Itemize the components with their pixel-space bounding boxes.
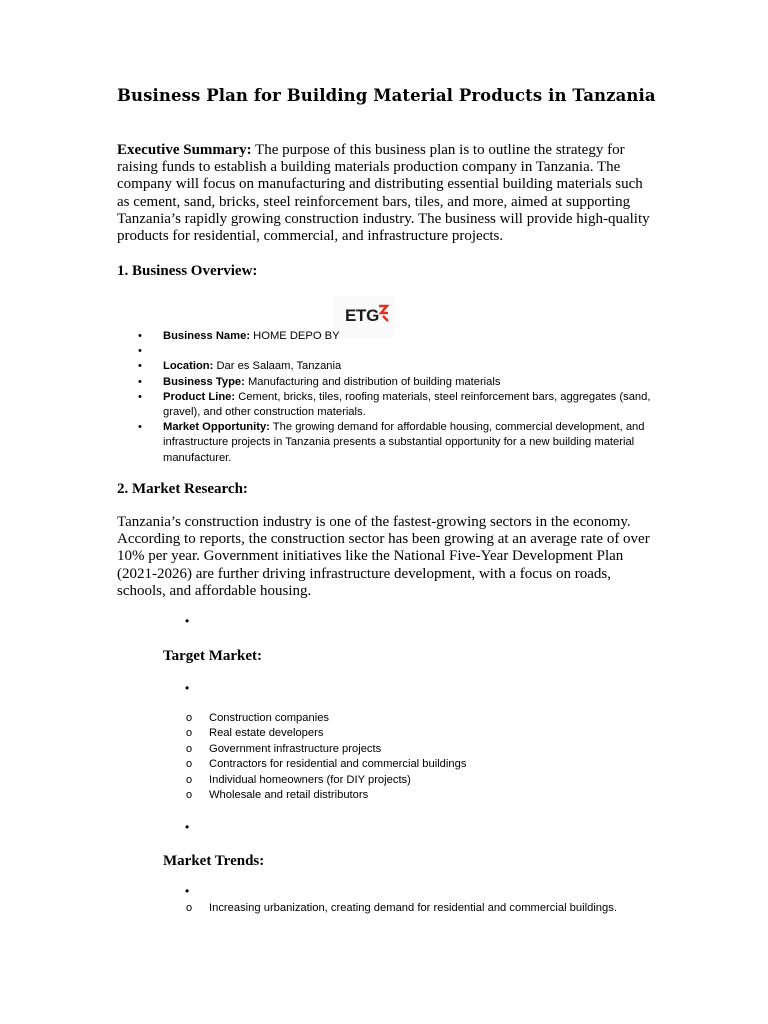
executive-summary-label: Executive Summary:	[117, 142, 252, 158]
bullet: •	[138, 421, 142, 434]
bullet: •	[138, 375, 142, 388]
item-text: Individual homeowners (for DIY projects)	[209, 773, 411, 786]
item-value: Manufacturing and distribution of building materials	[244, 375, 501, 388]
list-item	[117, 726, 677, 741]
sub-bullet: o	[186, 773, 193, 786]
page-title: Business Plan for Building Material Products in Tanzania	[117, 86, 656, 105]
item-text: Government infrastructure projects	[209, 742, 382, 755]
executive-summary-text: The purpose of this business plan is to outline the strategy for raising funds to establish a building materials production company in Tanzania. The company will focus on manufacturing and distributing essential building materials such as cement, sand, bricks, steel reinforcement bars, tiles, and more, aimed at supporting Tanzania’s rapidly growing construction industry. The business will provide high-quality products for residential, commercial, and infrastructure projects.	[117, 142, 650, 245]
list-item	[117, 773, 677, 788]
list-item	[117, 329, 657, 344]
item-label: Location:	[163, 360, 214, 373]
list-item	[117, 390, 657, 420]
item-label: Business Name:	[163, 330, 251, 342]
list-item	[117, 420, 657, 466]
business-overview-list	[117, 329, 657, 466]
executive-summary	[117, 142, 657, 245]
item-text: Construction companies	[209, 712, 330, 724]
bullet: •	[185, 681, 190, 695]
section-heading-business-overview: 1. Business Overview:	[117, 263, 258, 279]
sub-bullet: o	[186, 902, 193, 914]
sub-bullet: o	[186, 712, 193, 724]
list-item	[117, 788, 677, 803]
target-market-heading: Target Market:	[163, 648, 262, 664]
market-trends-list	[117, 901, 717, 916]
item-value: The growing demand for affordable housing, commercial development, and infrastructure projects in Tanzania presents a substantial opportunity for a new building material manufacturer.	[163, 421, 645, 464]
bullet: •	[185, 884, 190, 898]
target-market-list	[117, 711, 677, 803]
item-text: Real estate developers	[209, 727, 324, 740]
market-research-paragraph: Tanzania’s construction industry is one of the fastest-growing sectors in the economy. According to reports, the construction sector has been growing at an average rate of over 10% per year. Government initiatives like the National Five-Year Development Plan (2021-2026) are further driving infrastructure development, with a focus on roads, schools, and affordable housing.	[117, 514, 650, 599]
sub-bullet: o	[186, 789, 193, 802]
bullet: •	[138, 330, 142, 342]
item-label: Business Type:	[163, 375, 245, 388]
sub-bullet: o	[186, 758, 193, 771]
item-text: Wholesale and retail distributors	[209, 789, 369, 802]
list-item	[117, 742, 677, 757]
list-item	[117, 757, 677, 772]
list-item	[117, 344, 657, 359]
list-item	[117, 375, 657, 390]
logo-text: ETG	[345, 306, 380, 325]
document-body	[117, 86, 657, 105]
logo-arrow-icon	[377, 302, 391, 324]
item-label: Market Opportunity:	[163, 421, 270, 434]
item-value: HOME DEPO BY	[250, 330, 340, 342]
sub-bullet: o	[186, 727, 193, 740]
item-text: Increasing urbanization, creating demand for residential and commercial buildings.	[209, 902, 617, 914]
item-text: Contractors for residential and commercial buildings	[209, 758, 467, 771]
bullet: •	[138, 390, 142, 403]
list-item	[117, 359, 657, 374]
sub-bullet: o	[186, 742, 193, 755]
bullet: •	[185, 820, 190, 834]
list-item	[117, 711, 677, 726]
list-item	[117, 901, 717, 916]
bullet: •	[185, 614, 190, 628]
section-heading-market-research: 2. Market Research:	[117, 481, 248, 497]
bullet: •	[138, 345, 142, 358]
item-value: Dar es Salaam, Tanzania	[213, 360, 342, 373]
item-label: Product Line:	[163, 390, 236, 403]
item-value: Cement, bricks, tiles, roofing materials, steel reinforcement bars, aggregates (sand, gravel), and other construction materials.	[163, 390, 651, 419]
bullet: •	[138, 360, 142, 373]
market-trends-heading: Market Trends:	[163, 853, 265, 869]
